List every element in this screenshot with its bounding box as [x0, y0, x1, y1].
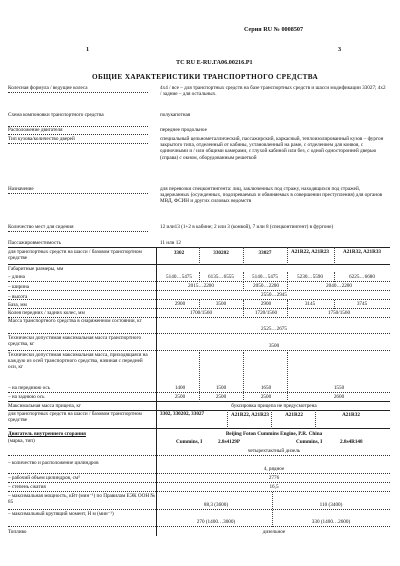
curb-mass-label: Масса транспортного средства в снаряженном состоянии, кг	[8, 318, 142, 324]
capacity-label: Пассажировместимость	[8, 240, 61, 246]
seats-label: Количество мест для сидения	[8, 224, 74, 230]
max-mass-val: 3500	[268, 343, 280, 349]
capacity-value: 11 или 12	[160, 240, 181, 246]
model-col-5: A21R32, A21R33	[342, 249, 382, 255]
front-axle-val-3: 1650	[260, 385, 272, 391]
purpose-value: для перевозки спецконтингента: лиц, заключенных под стражу, находящихся под стражей, задержанных (осужденных, подозреваемых и обвиняемых в совершении преступления) для органов МВД, ФСИН и других силовых ведомств	[160, 186, 383, 205]
rear-axle-label: – на заднюю ось	[8, 394, 45, 400]
models-label: для транспортных средств на шасси / базовом транспортном средстве	[8, 249, 142, 262]
track-val-1: 1700/1560	[189, 310, 213, 316]
engine-type-1: Cummins, I	[176, 439, 203, 445]
layout-value: полукапотная	[160, 112, 191, 118]
engine-type-2: 2.8s4129P	[218, 439, 241, 445]
compression-val: 16,5	[269, 484, 279, 490]
torque-label: – максимальный крутящий момент, Н м (мин⁻¹)	[8, 511, 114, 517]
length-label: – длина	[8, 274, 25, 280]
model-col-2: 330202	[213, 250, 229, 256]
engine-col-1: 3302, 330202, 33027	[160, 411, 205, 417]
engine-col-4: A21R32	[342, 412, 360, 418]
front-axle-label: – на переднюю ось	[8, 385, 51, 391]
page-number-left: 1	[86, 46, 90, 53]
body-type-value: специальный цельнометаллический, пассажирский, каркасный, теплоизолированный кузов – фургон закрытого типа, отделенный от кабины, установленный на раме, с отделением для конвоя, с одиночными и / или общими камерами, с глухой кабиной или без, с одной односторонней дверью (справа) с окном, оборудованным решеткой	[160, 136, 384, 161]
engine-col-2: A21R22, A21R23	[230, 412, 270, 418]
track-val-3: 1750/1560	[327, 310, 351, 316]
wheel-formula-label: Колесная формула / ведущие колеса	[8, 85, 88, 91]
label-column-border	[156, 247, 157, 536]
engine-sub-label: (марка, тип)	[8, 438, 35, 444]
body-type-label: Тип кузова/количество дверей	[8, 136, 75, 142]
layout-label: Схема компоновки транспортного средства	[8, 112, 104, 118]
purpose-label: Назначение	[8, 186, 34, 192]
fuel-label: Топливо	[8, 529, 27, 535]
height-val: 2550…2945	[261, 292, 287, 298]
rear-axle-val-3: 2500	[260, 394, 272, 400]
width-val-3: 2040…2200	[326, 283, 352, 289]
trailer-mass-label: Максимальная масса прицепа, кг	[8, 403, 82, 409]
engine-label: Двигатель внутреннего сгорания	[8, 431, 86, 437]
engine-position-label: Расположение двигателя	[8, 127, 63, 133]
engine-type-3: Cummins, I	[296, 439, 323, 445]
length-val-3: 5140…5475	[252, 274, 278, 280]
cylinders-val: 4, рядное	[263, 466, 285, 472]
track-label: Колея передних / задних колес, мм	[8, 310, 85, 316]
model-col-3: 33027	[258, 250, 272, 256]
power-label: – максимальная мощность, кВт (мин⁻¹) по Правилам ЕЭК ООН № 85	[8, 493, 156, 506]
cylinders-label: – количество и расположение цилиндров	[8, 460, 99, 466]
compression-label: – степень сжатия	[8, 484, 46, 490]
width-val-1: 2015…2200	[188, 283, 214, 289]
length-val-1: 5140…5475	[166, 274, 192, 280]
length-val-4: 5230…5590	[297, 274, 323, 280]
torque-val-1: 270 (1400…3000)	[196, 519, 236, 525]
axle-mass-label: Технически допустимая максимальная масса, приходящаяся на каждую из осей транспортного средства, начиная с передней оси, кг	[8, 352, 148, 371]
model-col-1: 3302	[173, 250, 185, 256]
base-val-2: 3500	[215, 301, 227, 307]
curb-mass-val: 2525…2675	[261, 326, 287, 332]
seats-value: 12 или13 (1+2 в кабине; 2 или 3 (конвой), 7 или 8 (спецконтингент) в фургоне)	[160, 224, 334, 230]
series-number: Серия RU № 0008507	[244, 26, 304, 33]
engine-models-label: для транспортных средств на шасси / базовом транспортном средстве	[8, 411, 142, 424]
tc-number: ТС RU E-RU.ГА06.00216.Р1	[176, 59, 253, 66]
rear-axle-val-2: 2500	[215, 394, 227, 400]
base-val-1: 2900	[174, 301, 186, 307]
base-val-3: 2900	[260, 301, 272, 307]
page-number-right: 3	[338, 46, 342, 53]
displacement-val: 2776	[268, 475, 280, 481]
trailer-mass-val: буксировка прицепа не предусмотрена	[231, 403, 317, 409]
base-label: База, мм	[8, 302, 27, 308]
length-val-5: 6225…6680	[349, 274, 375, 280]
power-val-1: 88,3 (3600)	[203, 502, 229, 508]
engine-kind: четырехтактный дизель	[247, 448, 301, 454]
base-val-5: 3745	[356, 301, 368, 307]
width-label: – ширина	[8, 284, 30, 290]
base-val-4: 3145	[304, 301, 316, 307]
engine-col-3: A21R22	[285, 412, 303, 418]
displacement-label: – рабочий объем цилиндров, см³	[8, 475, 80, 481]
engine-position-value: переднее продольное	[160, 127, 207, 133]
front-axle-val-2: 1500	[215, 385, 227, 391]
track-val-2: 1720/1560	[254, 310, 278, 316]
rear-axle-val-1: 2500	[174, 394, 186, 400]
torque-val-2: 330 (1400…2600)	[311, 519, 351, 525]
front-axle-val-1: 1400	[174, 385, 186, 391]
wheel-formula-value: 4х4 / все – для транспортных средств на базе транспортных средств и шасси модификации 33027; 4х2 / задние – для остальных.	[160, 85, 386, 98]
front-axle-val-4: 1550	[333, 385, 345, 391]
width-val-2: 2050…2200	[253, 283, 279, 289]
length-val-2: 6135…6555	[208, 274, 234, 280]
height-label: – высота	[8, 294, 28, 300]
engine-type-4: 2.8s4R148	[340, 439, 363, 445]
max-mass-label: Технически допустимая максимальная масса транспортного средства, кг	[8, 335, 142, 348]
model-col-4: A21R22, A21R23	[290, 249, 330, 255]
fuel-val: дизельное	[262, 529, 286, 535]
power-val-2: 110 (3400)	[319, 502, 343, 508]
rear-axle-val-4: 2600	[333, 394, 345, 400]
dims-label: Габаритные размеры, мм	[8, 266, 64, 272]
engine-maker: Beijing Foton Cummins Engine, P.R. China	[225, 431, 323, 437]
page-title: ОБЩИЕ ХАРАКТЕРИСТИКИ ТРАНСПОРТНОГО СРЕДСТВА	[92, 73, 319, 81]
